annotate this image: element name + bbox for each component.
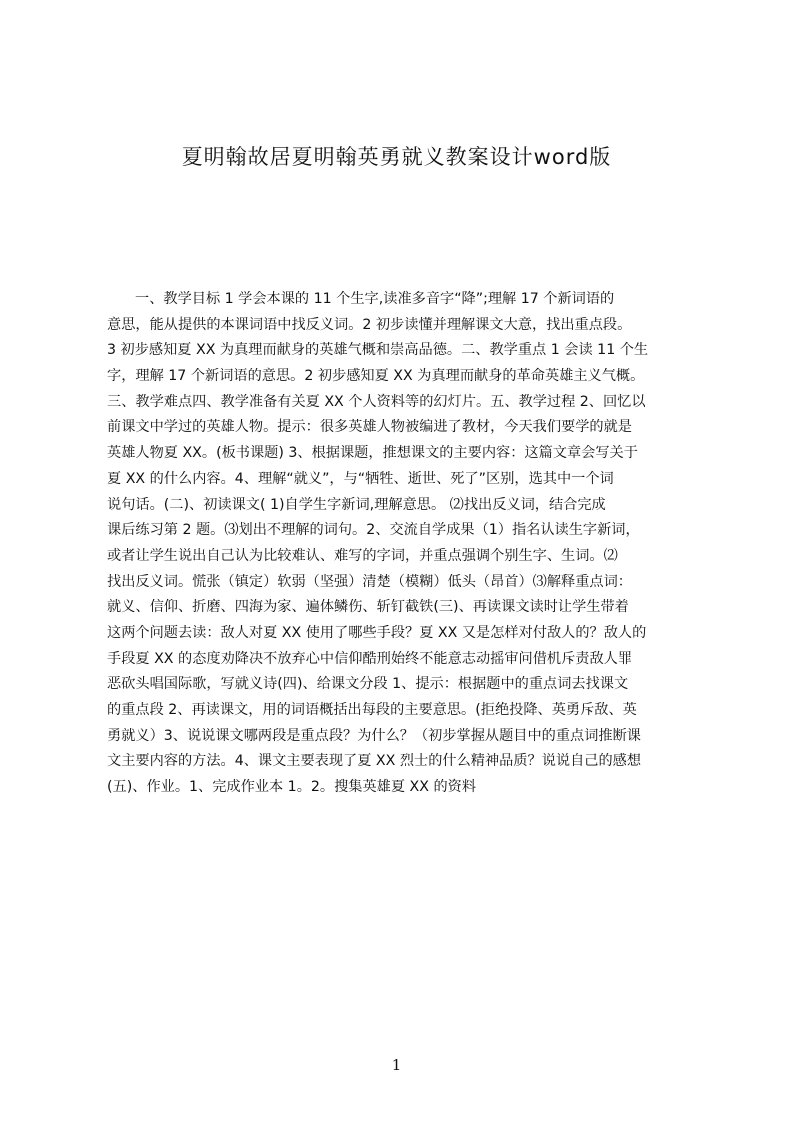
body-line: 找出反义词。慌张（镇定）软弱（坚强）清楚（模糊）低头（昂首）⑶解释重点词：	[107, 573, 632, 590]
body-line: 一、教学目标 1 学会本课的 11 个生字,读准多音字“降”;理解 17 个新词语的	[135, 291, 615, 307]
page-number: 1	[391, 1056, 402, 1074]
document-title: 夏明翰故居夏明翰英勇就义教案设计word版	[181, 145, 612, 169]
body-line: 恶砍头唱国际歌，写就义诗(四)、给课文分段 1、提示：根据题中的重点词去找课文	[107, 676, 629, 693]
body-line: 字，理解 17 个新词语的意思。2 初步感知夏 XX 为真理而献身的革命英雄主义气概。	[107, 368, 645, 385]
body-line: 夏 XX 的什么内容。4、理解“就义”，与“牺牲、逝世、死了”区别，选其中一个词	[107, 470, 614, 487]
body-line: 就义、信仰、折磨、四海为家、遍体鳞伤、斩钉截铁(三)、再读课文读时让学生带着	[107, 599, 629, 616]
body-line: 课后练习第 2 题。⑶划出不理解的词句。2、交流自学成果（1）指名认读生字新词，	[107, 522, 640, 539]
body-line: 前课文中学过的英雄人物。提示：很多英雄人物被编进了教材，今天我们要学的就是	[107, 419, 632, 436]
body-line: 3 初步感知夏 XX 为真理而献身的英雄气概和崇高品德。二、教学重点 1 会读 11 个生	[107, 342, 649, 359]
body-line: 或者让学生说出自己认为比较难认、难写的字词，并重点强调个别生字、生词。⑵	[107, 547, 618, 564]
body-line: 手段夏 XX 的态度劝降决不放弃心中信仰酷刑始终不能意志动摇审问借机斥责敌人罪	[107, 650, 633, 667]
body-line: (五)、作业。1、完成作业本 1。2。搜集英雄夏 XX 的资料	[107, 779, 477, 796]
body-line: 的重点段 2、再读课文，用的词语概括出每段的主要意思。(拒绝投降、英勇斥敌、英	[107, 702, 637, 718]
body-line: 勇就义）3、说说课文哪两段是重点段？为什么？（初步掌握从题目中的重点词推断课	[107, 727, 641, 744]
body-line: 意思，能从提供的本课词语中找反义词。2 初步读懂并理解课文大意，找出重点段。	[107, 316, 632, 333]
body-line: 文主要内容的方法。4、课文主要表现了夏 XX 烈士的什么精神品质？说说自己的感想	[107, 753, 642, 770]
body-line: 说句话。(二)、初读课文( 1)自学生字新词,理解意思。 ⑵找出反义词，结合完成	[107, 496, 606, 513]
document-body	[107, 287, 699, 827]
body-line: 三、教学难点四、教学准备有关夏 XX 个人资料等的幻灯片。五、教学过程 2、回忆以	[107, 393, 646, 410]
body-line: 这两个问题去读：敌人对夏 XX 使用了哪些手段？夏 XX 又是怎样对付敌人的？敌人的	[107, 624, 647, 641]
body-line: 英雄人物夏 XX。(板书课题) 3、根据课题，推想课文的主要内容：这篇文章会写关于	[107, 445, 638, 462]
